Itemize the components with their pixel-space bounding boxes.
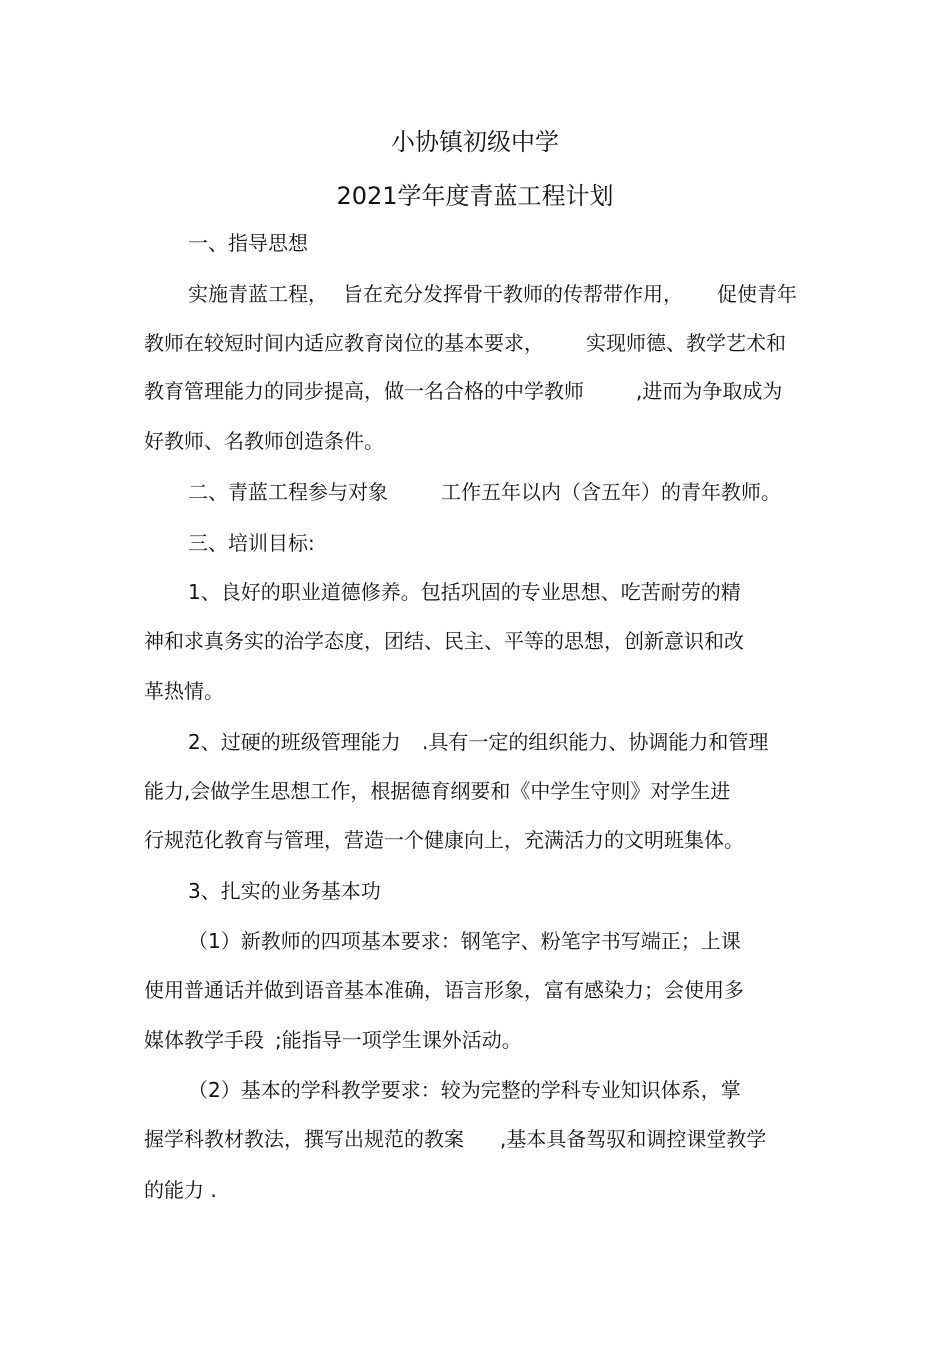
paragraph-line: 旨在充分发挥骨干教师的传帮带作用， <box>343 282 683 306</box>
paragraph-line: 革热情。 <box>144 679 224 703</box>
paragraph-line: .具有一定的组织能力、协调能力和管理 <box>422 730 769 754</box>
paragraph-line: 行规范化教育与管理，营造一个健康向上，充满活力的文明班集体。 <box>144 828 744 852</box>
paragraph-line: ,进而为争取成为 <box>636 379 783 403</box>
section-heading-training-goals: 三、培训目标: <box>188 531 315 555</box>
paragraph-line: ,基本具备驾驭和调控课堂教学 <box>500 1127 767 1151</box>
paragraph-line: 实施青蓝工程， <box>188 282 328 306</box>
paragraph-line: 好教师、名教师创造条件。 <box>144 429 384 453</box>
paragraph-line: 2、过硬的班级管理能力 <box>188 730 401 754</box>
paragraph-line: 能力,会做学生思想工作，根据德育纲要和《中学生守则》对学生进 <box>144 779 731 803</box>
school-name: 小协镇初级中学 <box>391 128 559 156</box>
paragraph-line: 握学科教材教法，撰写出规范的教案 <box>144 1127 464 1151</box>
paragraph-line: （2）基本的学科教学要求：较为完整的学科专业知识体系，掌 <box>188 1078 741 1102</box>
paragraph-line: 神和求真务实的治学态度，团结、民主、平等的思想，创新意识和改 <box>144 629 744 653</box>
plan-title: 2021学年度青蓝工程计划 <box>336 182 614 210</box>
paragraph-line: 工作五年以内（含五年）的青年教师。 <box>441 480 781 504</box>
paragraph-line: ;能指导一项学生课外活动。 <box>275 1028 522 1052</box>
paragraph-line: 的能力 . <box>144 1178 217 1202</box>
paragraph-line: （1）新教师的四项基本要求：钢笔字、粉笔字书写端正；上课 <box>188 929 741 953</box>
paragraph-line: 教师在较短时间内适应教育岗位的基本要求， <box>144 331 544 355</box>
section-heading-guiding-ideology: 一、指导思想 <box>188 231 308 255</box>
paragraph-line: 教育管理能力的同步提高，做一名合格的中学教师 <box>144 379 584 403</box>
paragraph-line: 1、良好的职业道德修养。包括巩固的专业思想、吃苦耐劳的精 <box>188 580 741 604</box>
paragraph-line: 促使青年 <box>717 282 797 306</box>
paragraph-line: 实现师德、教学艺术和 <box>586 331 786 355</box>
paragraph-line: 媒体教学手段 <box>144 1028 264 1052</box>
paragraph-line: 使用普通话并做到语音基本准确，语言形象，富有感染力；会使用多 <box>144 978 744 1002</box>
section-heading-participants: 二、青蓝工程参与对象 <box>188 480 388 504</box>
paragraph-line: 3、扎实的业务基本功 <box>188 879 381 903</box>
